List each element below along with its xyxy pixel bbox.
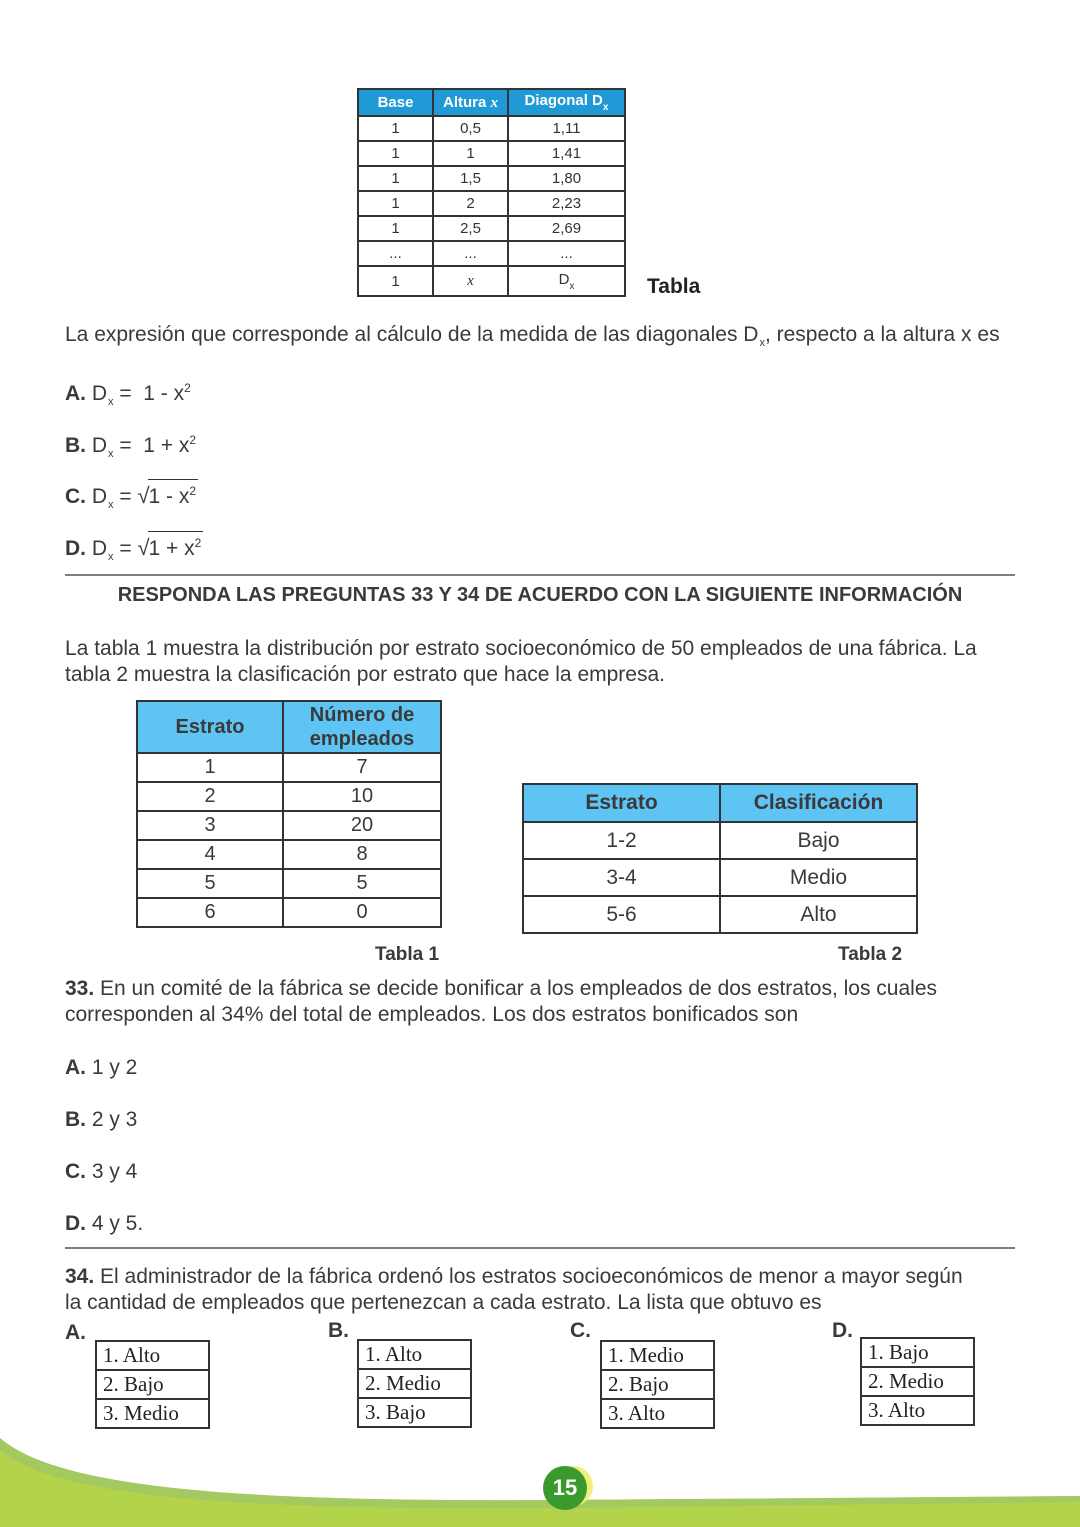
- divider: [65, 574, 1015, 576]
- option-a[interactable]: A. $D_x = 1 - x^2$: [65, 381, 191, 408]
- header-estrato: Estrato: [137, 701, 283, 753]
- option-a-letter: A.: [65, 1321, 86, 1344]
- option-d-letter: D.: [832, 1319, 853, 1342]
- header-base: Base: [358, 89, 433, 116]
- question-34-line-1: 34. El administrador de la fábrica ordenó los estratos socioeconómicos de menor a mayor según: [65, 1265, 963, 1288]
- table-row: 3-4 Medio: [523, 859, 917, 896]
- table-row: 5-6 Alto: [523, 896, 917, 933]
- table-row: 1 7: [137, 753, 441, 782]
- footer-wave: [0, 1430, 1080, 1527]
- question-34-line-2: la cantidad de empleados que pertenezcan a cada estrato. La lista que obtuvo es: [65, 1291, 822, 1314]
- option-c[interactable]: C. $D_x = √1 - x^2$: [65, 479, 198, 518]
- option-b-letter: B.: [328, 1319, 349, 1342]
- option-b[interactable]: B. $D_x = 1 + x^2$: [65, 433, 197, 460]
- question-33-line-2: corresponden al 34% del total de empleados. Los dos estratos bonificados son: [65, 1003, 799, 1026]
- table-row: 1 2 2,23: [358, 191, 625, 216]
- square-root-icon: √: [137, 535, 150, 560]
- divider: [65, 1247, 1015, 1249]
- option-d[interactable]: 1. Bajo 2. Medio 3. Alto: [860, 1337, 975, 1426]
- page-number-badge: 15: [543, 1466, 587, 1510]
- section-heading: RESPONDA LAS PREGUNTAS 33 Y 34 DE ACUERDO CON LA SIGUIENTE INFORMACIÓN: [117, 584, 963, 606]
- option-b[interactable]: B. 2 y 3: [65, 1108, 138, 1131]
- option-c[interactable]: C. 3 y 4: [65, 1160, 138, 1183]
- table-row: 1 0,5 1,11: [358, 116, 625, 141]
- table-row: 1-2 Bajo: [523, 822, 917, 859]
- header-estrato: Estrato: [523, 784, 720, 822]
- header-clasificacion: Clasificación: [720, 784, 917, 822]
- tabla-1-caption: Tabla 1: [375, 944, 440, 965]
- intro-line-1: La tabla 1 muestra la distribución por estrato socioeconómico de 50 empleados de una fábrica. La: [65, 637, 977, 660]
- option-d[interactable]: D. $D_x = √1 + x^2$: [65, 531, 203, 570]
- table-row: 6 0: [137, 898, 441, 927]
- table-row: 1 1 1,41: [358, 141, 625, 166]
- header-altura: Altura x: [433, 89, 508, 116]
- header-diagonal: Diagonal $D_x$: [508, 89, 625, 116]
- option-c-letter: C.: [570, 1319, 591, 1342]
- tabla-1: [136, 700, 442, 928]
- table-row: 1 2,5 2,69: [358, 216, 625, 241]
- question-33-line-1: 33. En un comité de la fábrica se decide bonificar a los empleados de dos estratos, los cuales: [65, 977, 938, 1000]
- tabla-2-caption: Tabla 2: [838, 944, 903, 965]
- table-row: 4 8: [137, 840, 441, 869]
- table-row: 1 1,5 1,80: [358, 166, 625, 191]
- table-row: 3 20: [137, 811, 441, 840]
- option-c[interactable]: 1. Medio 2. Bajo 3. Alto: [600, 1340, 715, 1429]
- tabla-2: [522, 783, 918, 934]
- table-caption: Tabla: [647, 275, 701, 298]
- table-row: 1 x $D_x$: [358, 266, 625, 296]
- option-a[interactable]: A. 1 y 2: [65, 1056, 138, 1079]
- table-row: 2 10: [137, 782, 441, 811]
- header-numero-empleados: Número de empleados: [283, 701, 441, 753]
- option-a[interactable]: 1. Alto 2. Bajo 3. Medio: [95, 1340, 210, 1429]
- table-row: 5 5: [137, 869, 441, 898]
- intro-line-2: tabla 2 muestra la clasificación por estrato que hace la empresa.: [65, 663, 665, 686]
- question-stem: La expresión que corresponde al cálculo de la medida de las diagonales $D_x$, respecto a la altura x es: [65, 323, 1000, 349]
- option-d[interactable]: D. 4 y 5.: [65, 1212, 144, 1235]
- table-row: ... ... ...: [358, 241, 625, 266]
- diagonal-table: [357, 88, 626, 297]
- square-root-icon: √: [137, 483, 150, 508]
- option-b[interactable]: 1. Alto 2. Medio 3. Bajo: [357, 1339, 472, 1428]
